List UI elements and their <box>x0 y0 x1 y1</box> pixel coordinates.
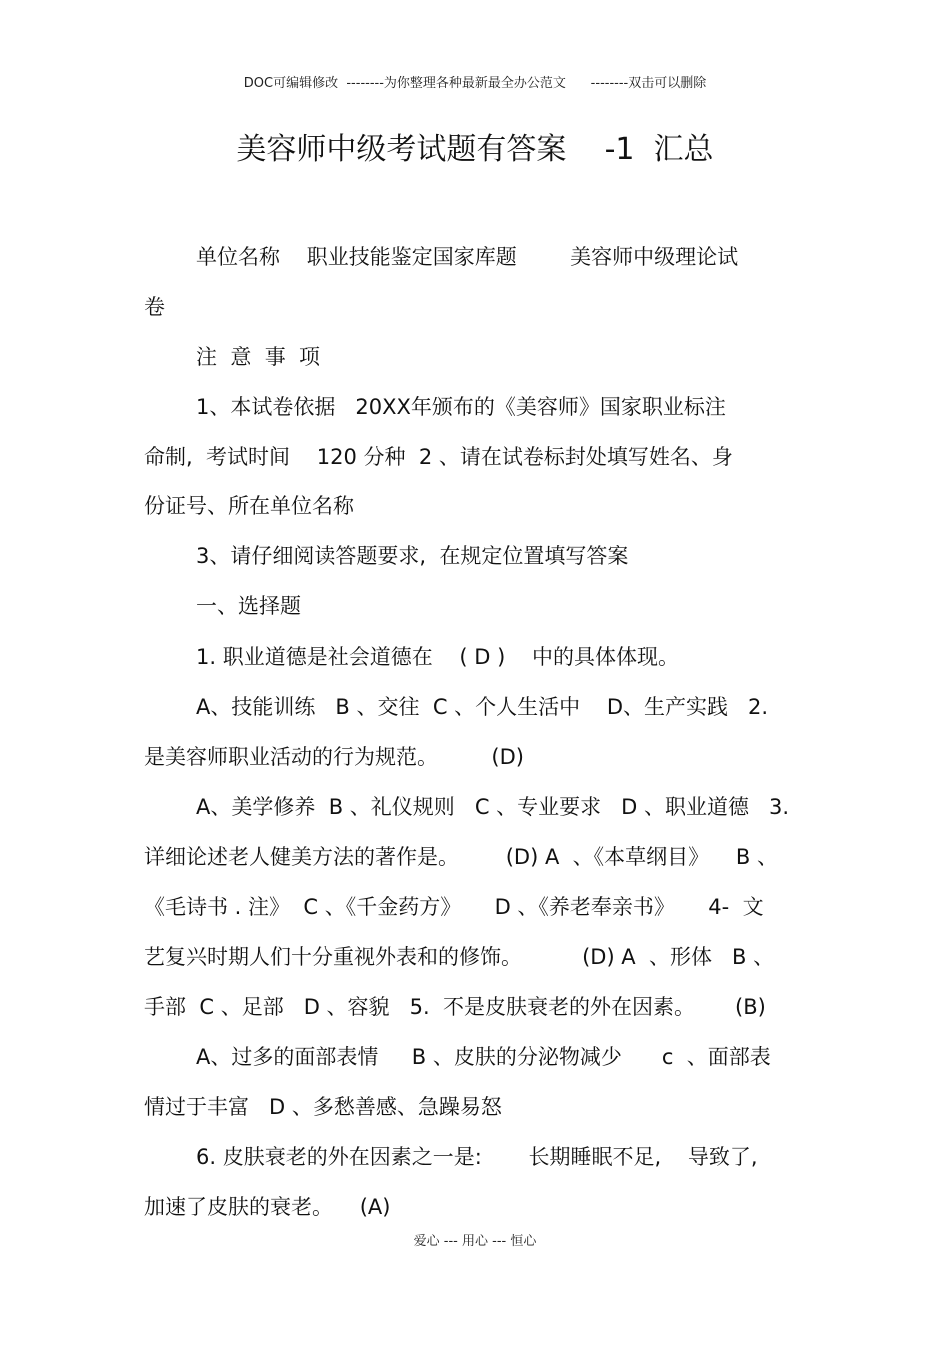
page-footer: 爱心 --- 用心 --- 恒心 <box>413 1234 537 1249</box>
notice-item-3: 3、请仔细阅读答题要求, 在规定位置填写答案 <box>196 544 629 568</box>
question-4: 艺复兴时期人们十分重视外表和的修饰。 (D) A 、形体 B 、 <box>144 945 775 969</box>
question-4-options: 手部 C 、足部 D 、容貌 5. 不是皮肤衰老的外在因素。 (B) <box>144 995 766 1019</box>
question-5-options-cont: 情过于丰富 D 、多愁善感、急躁易怒 <box>144 1095 502 1119</box>
question-2: 是美容师职业活动的行为规范。 (D) <box>144 745 524 769</box>
page-header: DOC可编辑修改 --------为你整理各种最新最全办公范文 --------双击可以删除 <box>243 76 707 91</box>
section-heading-choice: 一、选择题 <box>196 594 301 618</box>
question-5-options: A、过多的面部表情 B 、皮肤的分泌物减少 c 、面部表 <box>196 1045 771 1069</box>
notice-heading: 注 意 事 项 <box>196 345 321 369</box>
question-3-options: 《毛诗书 . 注》 C 、《千金药方》 D 、《养老奉亲书》 4- 文 <box>144 895 764 919</box>
notice-item-1-cont: 命制, 考试时间 120 分种 2 、请在试卷标封处填写姓名、身 <box>144 445 733 469</box>
question-6: 6. 皮肤衰老的外在因素之一是: 长期睡眠不足, 导致了, <box>196 1145 758 1169</box>
notice-item-1: 1、本试卷依据 20XX年颁布的《美容师》国家职业标注 <box>196 395 726 419</box>
question-1: 1. 职业道德是社会道德在 ( D ) 中的具体体现。 <box>196 645 680 669</box>
notice-item-2-cont: 份证号、所在单位名称 <box>144 494 354 518</box>
question-6-cont: 加速了皮肤的衰老。 (A) <box>144 1195 391 1219</box>
question-3: 详细论述老人健美方法的著作是。 (D) A 、《本草纲目》 B 、 <box>144 845 778 869</box>
document-title: 美容师中级考试题有答案 -1 汇总 <box>236 132 714 167</box>
question-1-options: A、技能训练 B 、交往 C 、个人生活中 D、生产实践 2. <box>196 695 769 719</box>
question-2-options: A、美学修养 B 、礼仪规则 C 、专业要求 D 、职业道德 3. <box>196 795 790 819</box>
unit-name-line: 单位名称 职业技能鉴定国家库题 美容师中级理论试 <box>196 245 739 269</box>
unit-name-line-cont: 卷 <box>144 295 165 319</box>
